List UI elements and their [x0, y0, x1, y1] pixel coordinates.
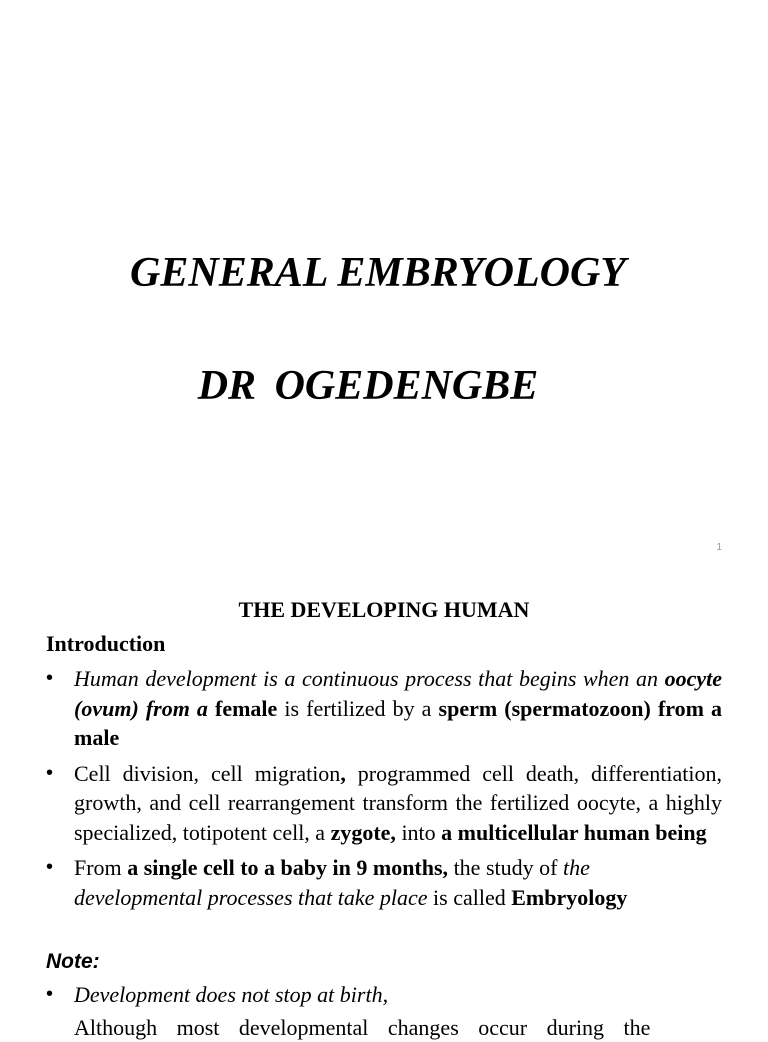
note-bullet-list — [46, 980, 722, 1016]
slide-title: GENERAL EMBRYOLOGY — [130, 250, 626, 296]
bullet-text: Human development is a continuous process that begins when an — [74, 666, 658, 691]
bullet-text: the study of — [453, 855, 558, 880]
bullet-text: Development does not stop at birth, — [74, 982, 389, 1007]
slide-number: 1 — [716, 542, 722, 553]
bullet-item — [46, 980, 722, 1010]
bullet-text: a single cell to a baby in 9 months, — [127, 855, 449, 880]
bullet-text: From — [74, 855, 122, 880]
bullet-item — [46, 664, 722, 753]
bullet-text: Embryology — [511, 884, 628, 910]
section-label-introduction: Introduction — [46, 631, 166, 656]
bullet-text: the developmental processes that take place — [74, 855, 590, 910]
bullet-text: is fertilized by a — [284, 695, 432, 721]
slide-heading: THE DEVELOPING HUMAN — [238, 597, 530, 622]
bullet-text: programmed cell death, differentiation, growth, and cell rearrangement transform the fertilized oocyte, a highly specialized, totipotent cell, a — [74, 760, 722, 845]
bullet-item — [46, 853, 722, 912]
author-name: DR OGEDENGBE — [197, 363, 539, 409]
bullet-list — [46, 664, 722, 918]
bullet-text: Cell division, cell migration — [74, 760, 341, 786]
bullet-text: female — [215, 695, 278, 721]
bullet-text: is called — [433, 884, 506, 910]
bullet-item — [46, 759, 722, 848]
bullet-text: , — [340, 760, 346, 786]
note-label: Note: — [46, 950, 100, 973]
bullet-text: zygote, — [330, 819, 396, 845]
bullet-text: sperm (spermatozoon) from a male — [74, 695, 723, 750]
bullet-text: into — [401, 819, 436, 845]
bullet-text: a multicellular human being — [441, 819, 707, 845]
bullet-text: oocyte (ovum) from a — [74, 666, 722, 721]
content-slide — [0, 570, 768, 1040]
cut-off-text-line: Although most developmental changes occur during the — [74, 1015, 651, 1040]
